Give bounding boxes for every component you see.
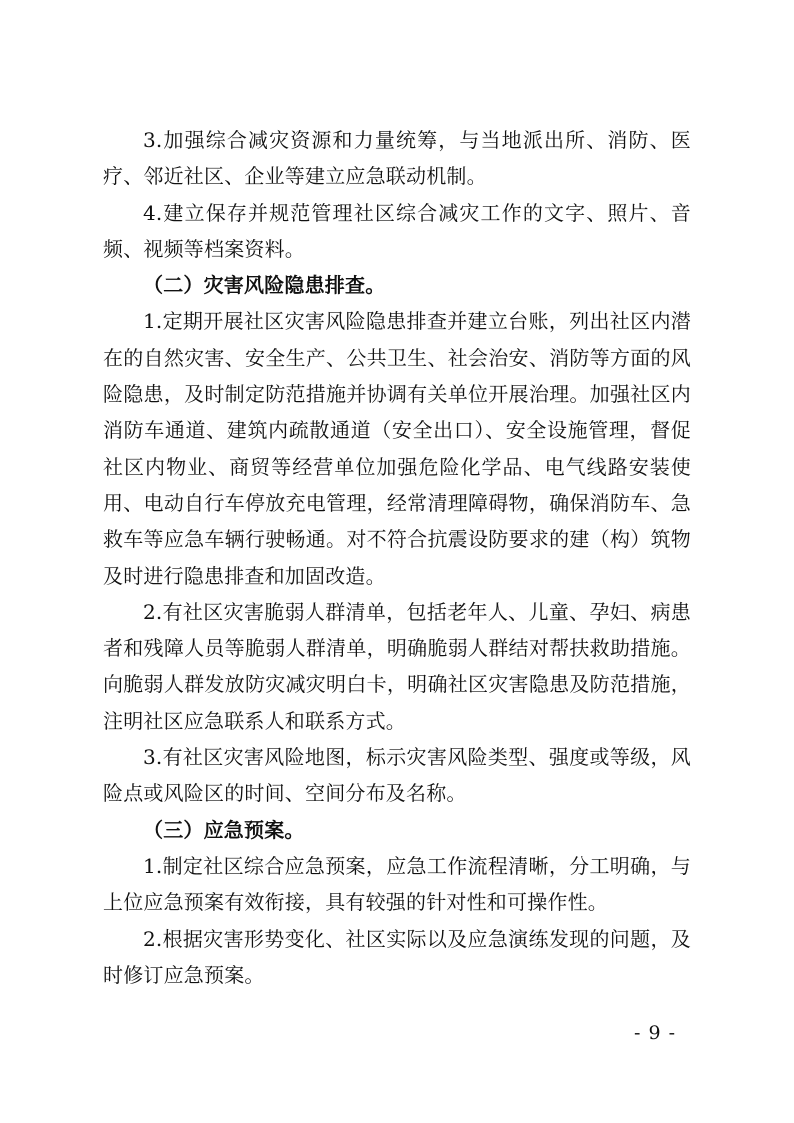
paragraph-3-linkage-mechanism: 3.加强综合减灾资源和力量统筹，与当地派出所、消防、医疗、邻近社区、企业等建立应急联动机制。 <box>103 128 691 189</box>
paragraph-4-archive-materials: 4.建立保存并规范管理社区综合减灾工作的文字、照片、音频、视频等档案资料。 <box>103 200 691 261</box>
section-heading-risk-inspection: （二）灾害风险隐患排查。 <box>143 273 386 298</box>
page-number: - 9 - <box>634 1022 677 1044</box>
paragraph-1-regular-inspection: 1.定期开展社区灾害风险隐患排查并建立台账，列出社区内潜在的自然灾害、安全生产、公共卫生、社会治安、消防等方面的风险隐患，及时制定防范措施并协调有关单位开展治理。加强社区内消防车通道、建筑内疏散通道（安全出口）、安全设施管理，督促社区内物业、商贸等经营单位加强危险化学品、电气线路安装使用、电动自行车停放充电管理，经常清理障碍物，确保消防车、急救车等应急车辆行驶畅通。对不符合抗震设防要求的建（构）筑物及时进行隐患排查和加固改造。 <box>103 309 691 588</box>
paragraph-3-risk-map: 3.有社区灾害风险地图，标示灾害风险类型、强度或等级，风险点或风险区的时间、空间分布及名称。 <box>103 745 691 806</box>
paragraph-2-revise-plan: 2.根据灾害形势变化、社区实际以及应急演练发现的问题，及时修订应急预案。 <box>103 926 691 987</box>
paragraph-1-comprehensive-plan: 1.制定社区综合应急预案，应急工作流程清晰，分工明确，与上位应急预案有效衔接，具有较强的针对性和可操作性。 <box>103 853 691 915</box>
section-heading-emergency-plan: （三）应急预案。 <box>143 817 305 842</box>
paragraph-2-vulnerable-groups: 2.有社区灾害脆弱人群清单，包括老年人、儿童、孕妇、病患者和残障人员等脆弱人群清单，明确脆弱人群结对帮扶救助措施。向脆弱人群发放防灾减灾明白卡，明确社区灾害隐患及防范措施，注明社区应急联系人和联系方式。 <box>103 599 691 733</box>
page-content <box>103 122 691 993</box>
